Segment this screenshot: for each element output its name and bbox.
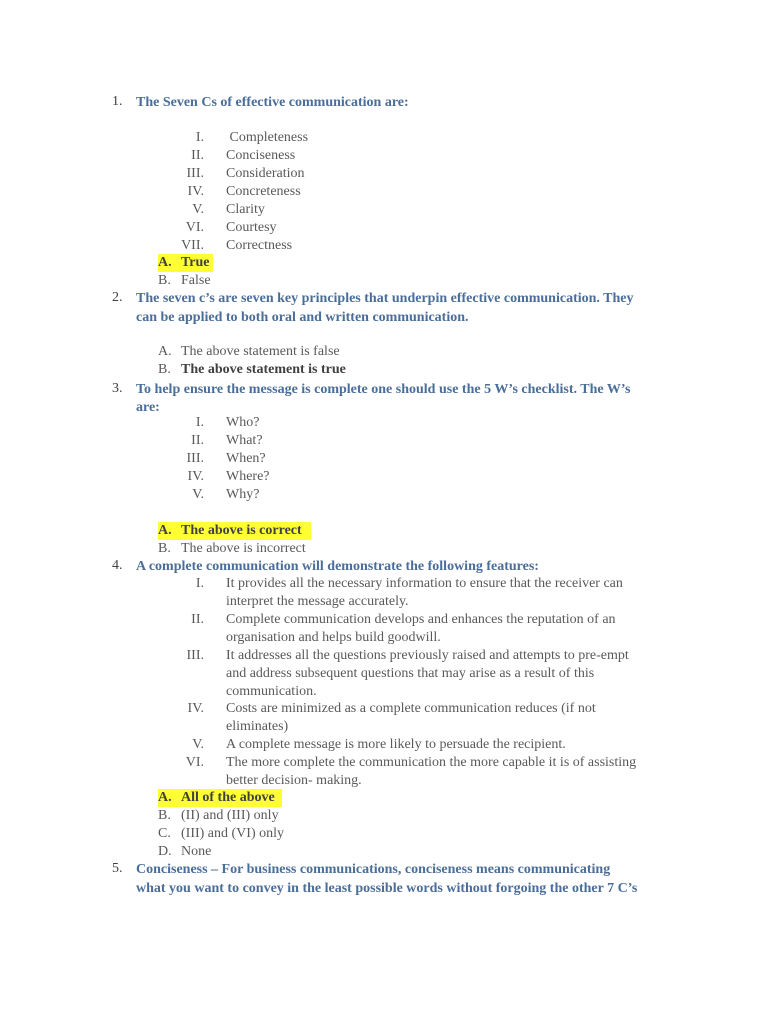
text-line: and address subsequent questions that may arise as a result of this (226, 666, 595, 681)
list-item-text: Correctness (226, 238, 293, 253)
list-item (0, 147, 768, 165)
answer-option[interactable] (0, 343, 768, 361)
roman-numeral: VII. (181, 238, 204, 253)
list-item-text: Concreteness (226, 184, 301, 199)
text-line: communication. (226, 684, 317, 699)
list-item (0, 219, 768, 237)
answer-option-highlighted[interactable] (0, 254, 768, 272)
option-text: (II) and (III) only (181, 808, 279, 823)
question-5 (0, 860, 768, 898)
roman-numeral: II. (191, 433, 204, 448)
list-item (0, 432, 768, 450)
list-item (0, 165, 768, 183)
roman-numeral: IV. (187, 701, 204, 716)
option-text: (III) and (VI) only (181, 826, 285, 841)
roman-numeral: IV. (187, 469, 204, 484)
text-line: Complete communication develops and enhances the reputation of an (226, 612, 616, 627)
list-item-text: Completeness (226, 130, 309, 145)
option-letter: A. (158, 344, 172, 359)
option-letter: A. (158, 255, 172, 270)
option-letter: A. (158, 790, 172, 805)
answer-option[interactable] (0, 843, 768, 861)
roman-numeral: I. (195, 415, 204, 430)
option-letter: C. (158, 826, 171, 841)
roman-numeral: I. (195, 576, 204, 591)
list-item-text: What? (226, 433, 263, 448)
option-text: The above is incorrect (181, 541, 306, 556)
question-number: 2. (112, 290, 123, 305)
question-text: A complete communication will demonstrate the following features: (136, 559, 539, 574)
list-item-text (226, 647, 676, 701)
option-letter: B. (158, 541, 171, 556)
list-item-text (226, 700, 676, 736)
roman-numeral: II. (191, 148, 204, 163)
list-item (0, 700, 768, 736)
list-item (0, 414, 768, 432)
text-line: The more complete the communication the more capable it is of assisting (226, 755, 637, 770)
option-letter: B. (158, 273, 171, 288)
list-item (0, 647, 768, 700)
list-item-text: Consideration (226, 166, 305, 181)
list-item-text: Courtesy (226, 220, 277, 235)
roman-numeral: IV. (187, 184, 204, 199)
question-text: Conciseness – For business communications, conciseness means communicating (136, 862, 611, 877)
question-text: The Seven Cs of effective communication are: (136, 95, 409, 110)
roman-numeral: III. (186, 451, 204, 466)
list-item (0, 754, 768, 790)
text-line: Costs are minimized as a complete communication reduces (if not (226, 701, 596, 716)
list-item (0, 183, 768, 201)
question-text: what you want to convey in the least possible words without forgoing the other 7 C’s (136, 881, 638, 896)
list-item-text: A complete message is more likely to persuade the recipient. (226, 737, 566, 752)
roman-numeral: VI. (185, 220, 204, 235)
q3-roman-list (0, 414, 768, 504)
list-item (0, 736, 768, 754)
question-number: 1. (112, 94, 123, 109)
option-letter: D. (158, 844, 172, 859)
roman-numeral: III. (186, 166, 204, 181)
list-item (0, 468, 768, 486)
question-text: To help ensure the message is complete one should use the 5 W’s checklist. The W’s (136, 382, 631, 397)
text-line: eliminates) (226, 719, 289, 734)
list-item-text: When? (226, 451, 266, 466)
answer-option-highlighted[interactable] (0, 789, 768, 807)
text-line: It addresses all the questions previously raised and attempts to pre-empt (226, 648, 629, 663)
option-text: The above statement is true (181, 362, 346, 377)
option-text: The above is correct (181, 523, 302, 538)
list-item-text: Conciseness (226, 148, 296, 163)
question-2 (0, 289, 768, 327)
answer-option[interactable] (0, 807, 768, 825)
question-text: can be applied to both oral and written communication. (136, 310, 469, 325)
question-text: are: (136, 400, 160, 415)
option-text: None (181, 844, 212, 859)
answer-option[interactable] (0, 361, 768, 379)
text-line: better decision- making. (226, 773, 362, 788)
option-text: True (181, 255, 210, 270)
list-item-text: Why? (226, 487, 260, 502)
q1-roman-list (0, 129, 768, 255)
option-letter: A. (158, 523, 172, 538)
list-item (0, 486, 768, 504)
option-text: False (181, 273, 211, 288)
answer-option-highlighted[interactable] (0, 522, 768, 540)
answer-option[interactable] (0, 272, 768, 290)
roman-numeral: V. (192, 487, 204, 502)
list-item-text: Who? (226, 415, 260, 430)
answer-option[interactable] (0, 540, 768, 558)
text-line: interpret the message accurately. (226, 594, 409, 609)
list-item (0, 450, 768, 468)
question-text: The seven c’s are seven key principles that underpin effective communication. They (136, 291, 634, 306)
q4-roman-list (0, 575, 768, 790)
list-item (0, 201, 768, 219)
roman-numeral: V. (192, 202, 204, 217)
roman-numeral: II. (191, 612, 204, 627)
roman-numeral: VI. (185, 755, 204, 770)
list-item-text (226, 754, 676, 790)
text-line: It provides all the necessary information to ensure that the receiver can (226, 576, 623, 591)
question-number: 4. (112, 558, 123, 573)
option-text: The above statement is false (181, 344, 340, 359)
question-1 (0, 93, 768, 111)
question-number: 3. (112, 381, 123, 396)
option-letter: B. (158, 362, 171, 377)
list-item-text: Where? (226, 469, 270, 484)
question-3 (0, 380, 768, 416)
list-item (0, 611, 768, 647)
option-text: All of the above (181, 790, 275, 805)
list-item-text: Clarity (226, 202, 265, 217)
roman-numeral: III. (186, 648, 204, 663)
answer-option[interactable] (0, 825, 768, 843)
question-4 (0, 557, 768, 575)
list-item (0, 129, 768, 147)
option-letter: B. (158, 808, 171, 823)
question-number: 5. (112, 861, 123, 876)
roman-numeral: V. (192, 737, 204, 752)
list-item-text (226, 575, 676, 611)
list-item (0, 575, 768, 611)
list-item (0, 237, 768, 255)
text-line: organisation and helps build goodwill. (226, 630, 441, 645)
roman-numeral: I. (195, 130, 204, 145)
list-item-text (226, 611, 676, 647)
